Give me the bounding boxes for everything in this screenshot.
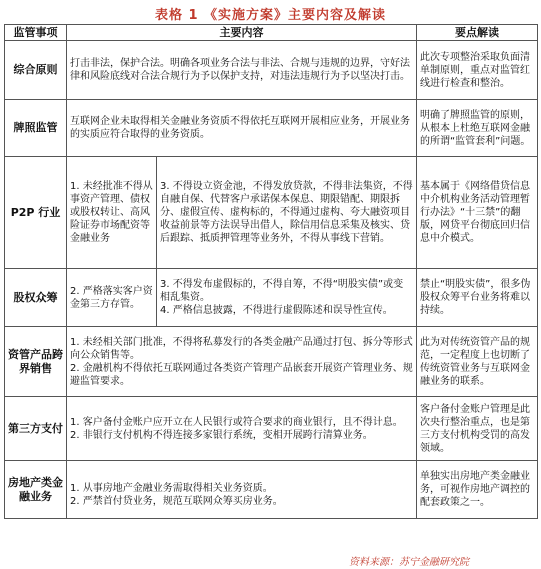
row-content: 1. 客户备付金账户应开立在人民银行或符合要求的商业银行，且不得计息。 2. 非银行支付机构不得连接多家银行系统，变相开展跨行清算业务。 [67,397,417,461]
table-row [5,269,538,327]
row-content: 1. 未经相关部门批准，不得将私募发行的各类金融产品通过打包、拆分等形式向公众销售等。 2. 金融机构不得依托互联网通过各类资产管理产品嵌套开展资产管理业务、规避监管要求。 [67,327,417,397]
row-category: 综合原则 [5,41,67,100]
row-category: 牌照监管 [5,100,67,157]
table-row [5,461,538,519]
row-interpretation: 单独实出房地产类金融业务，可视作房地产调控的配套政策之一。 [417,461,538,519]
table-row [5,327,538,397]
row-content: 打击非法，保护合法。明确各项业务合法与非法、合规与违规的边界，守好法律和风险底线对合法合规行为予以保护支持，对违法违规行为予以坚决打击。 [67,41,417,100]
table-title: 表格 1 《实施方案》主要内容及解读 [154,8,387,23]
policy-table [4,24,538,519]
row-content: 互联网企业未取得相关金融业务资质不得依托互联网开展相应业务，开展业务的实质应符合取得的业务资质。 [67,100,417,157]
row-content-left: 1. 未经批准不得从事资产管理、债权或股权转让、高风险证券市场配资等金融业务 [67,157,157,269]
row-interpretation: 客户备付金账户管理是此次央行整治重点，也是第三方支付机构受罚的高发领域。 [417,397,538,461]
row-category: 第三方支付 [5,397,67,461]
header-interpretation: 要点解读 [417,25,538,41]
row-interpretation: 此为对传统资管产品的规范，一定程度上也切断了传统资管业务与互联网金融业务的联系。 [417,327,538,397]
row-category: 房地产类金融业务 [5,461,67,519]
row-category: 股权众筹 [5,269,67,327]
row-interpretation: 明确了牌照监管的原则，从根本上杜绝互联网金融的所谓“监管套利”问题。 [417,100,538,157]
table-row [5,41,538,100]
row-category: 资管产品跨界销售 [5,327,67,397]
row-category: P2P 行业 [5,157,67,269]
header-content: 主要内容 [67,25,417,41]
table-row [5,157,538,269]
row-interpretation: 基本属于《网络借贷信息中介机构业务活动管理暂行办法》“十三禁”的翻版，网贷平台彻底回归信息中介模式。 [417,157,538,269]
row-interpretation: 此次专项整治采取负面清单制原则，重点对监管红线进行检查和整治。 [417,41,538,100]
row-interpretation: 禁止“明股实债”，很多伪股权众筹平台业务将难以持续。 [417,269,538,327]
table-row [5,100,538,157]
row-content: 1. 从事房地产金融业务需取得相关业务资质。 2. 严禁首付贷业务，规范互联网众筹买房业务。 [67,461,417,519]
header-category: 监管事项 [5,25,67,41]
header-row [5,25,538,41]
row-content-right: 3. 不得设立资金池，不得发放贷款，不得非法集资，不得自融自保、代替客户承诺保本保息、期限错配、期限拆分、虚假宣传、虚构标的，不得通过虚构、夸大融资项目收益前景等方法误导出借人，除信用信息采集及核实、贷后跟踪、抵质押管理等业务外，不得从事线下营销。 [157,157,417,269]
row-content-left: 2. 严格落实客户资金第三方存管。 [67,269,157,327]
row-content-right: 3. 不得发布虚假标的，不得自筹，不得“明股实债”或变相乱集资。 4. 严格信息披露，不得进行虚假陈述和误导性宣传。 [157,269,417,327]
source-note: 资料来源：苏宁金融研究院 [349,557,469,568]
table-row [5,397,538,461]
